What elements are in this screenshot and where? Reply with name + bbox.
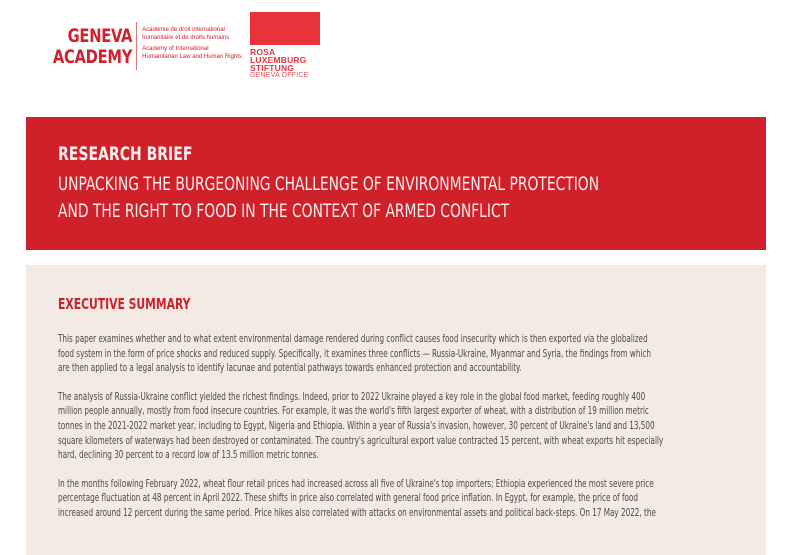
summary-paragraph bbox=[58, 478, 734, 522]
subtitle-line-en: Academy of International bbox=[142, 46, 209, 52]
subtitle-line-fr: Académie de droit international bbox=[142, 27, 225, 33]
wordmark-line: ACADEMY bbox=[52, 46, 133, 68]
text-line: increased around 12 percent during the same period. Price hikes also correlated with attacks on environmental assets and political back-steps. On 17 May 2022, the bbox=[58, 507, 656, 519]
executive-summary-panel bbox=[26, 265, 766, 555]
section-heading: EXECUTIVE SUMMARY bbox=[58, 295, 191, 313]
rosa-luxemburg-wordmark bbox=[250, 48, 322, 80]
logo-divider bbox=[136, 22, 137, 70]
geneva-academy-wordmark bbox=[53, 22, 132, 70]
summary-paragraph bbox=[58, 391, 734, 464]
document-title-line: AND THE RIGHT TO FOOD IN THE CONTEXT OF ARMED CONFLICT bbox=[58, 200, 510, 222]
geneva-academy-subtitle bbox=[142, 22, 242, 70]
wordmark-line: ROSA bbox=[250, 47, 276, 57]
subtitle-line-en: Humanitarian Law and Human Rights bbox=[142, 54, 242, 60]
text-line: This paper examines whether and to what extent environmental damage rendered during conflict causes food insecurity which is then exported via the globalized bbox=[58, 334, 648, 345]
wordmark-line: STIFTUNG bbox=[250, 63, 295, 73]
text-line: hard, declining 30 percent to a record low of 13.5 million metric tonnes. bbox=[58, 450, 319, 462]
office-label: GENEVA OFFICE bbox=[250, 72, 309, 79]
document-title-line: UNPACKING THE BURGEONING CHALLENGE OF ENVIRONMENTAL PROTECTION bbox=[58, 173, 600, 195]
text-line: percentage fluctuation at 48 percent in April 2022. These shifts in price also correlated with general food price inflation. In Egypt, for example, the price of food bbox=[58, 493, 638, 505]
geneva-academy-logo bbox=[40, 22, 242, 70]
text-line: are then applied to a legal analysis to identify lacunae and potential pathways towards enhanced protection and accountability. bbox=[58, 363, 522, 375]
document-type-label: RESEARCH BRIEF bbox=[58, 143, 193, 165]
text-line: In the months following February 2022, wheat flour retail prices had increased across all five of Ukraine's top importers; Ethiopia experienced the most severe price bbox=[58, 478, 654, 490]
text-line: food system in the form of price shocks and reduced supply. Specifically, it examines three conflicts — Russia-Ukraine, Myanmar and Syria, the findings from which bbox=[58, 348, 651, 360]
summary-paragraph bbox=[58, 333, 734, 377]
wordmark-line: GENEVA bbox=[67, 25, 133, 47]
text-line: The analysis of Russia-Ukraine conflict yielded the richest findings. Indeed, prior to 2022 Ukraine played a key role in the global food market, feeding roughly 400 bbox=[58, 391, 646, 403]
text-line: square kilometers of waterways had been destroyed or contaminated. The country's agricultural export value contracted 15 percent, with wheat exports hit especially bbox=[58, 435, 664, 447]
text-line: million people annually, mostly from food insecure countries. For example, it was the world's fifth largest exporter of wheat, with a distribution of 19 million metric bbox=[58, 406, 649, 418]
rosa-luxemburg-logo bbox=[250, 12, 322, 80]
title-banner bbox=[26, 117, 766, 250]
subtitle-line-fr: humanitaire et de droits humains bbox=[142, 35, 230, 41]
wordmark-line: LUXEMBURG bbox=[250, 55, 307, 65]
rosa-luxemburg-red-block bbox=[250, 12, 320, 45]
text-line: tonnes in the 2021-2022 market year, including to Egypt, Nigeria and Ethiopia. Within a year of Russia's invasion, however, 30 percent of Ukraine's land and 13,500 bbox=[58, 420, 655, 432]
